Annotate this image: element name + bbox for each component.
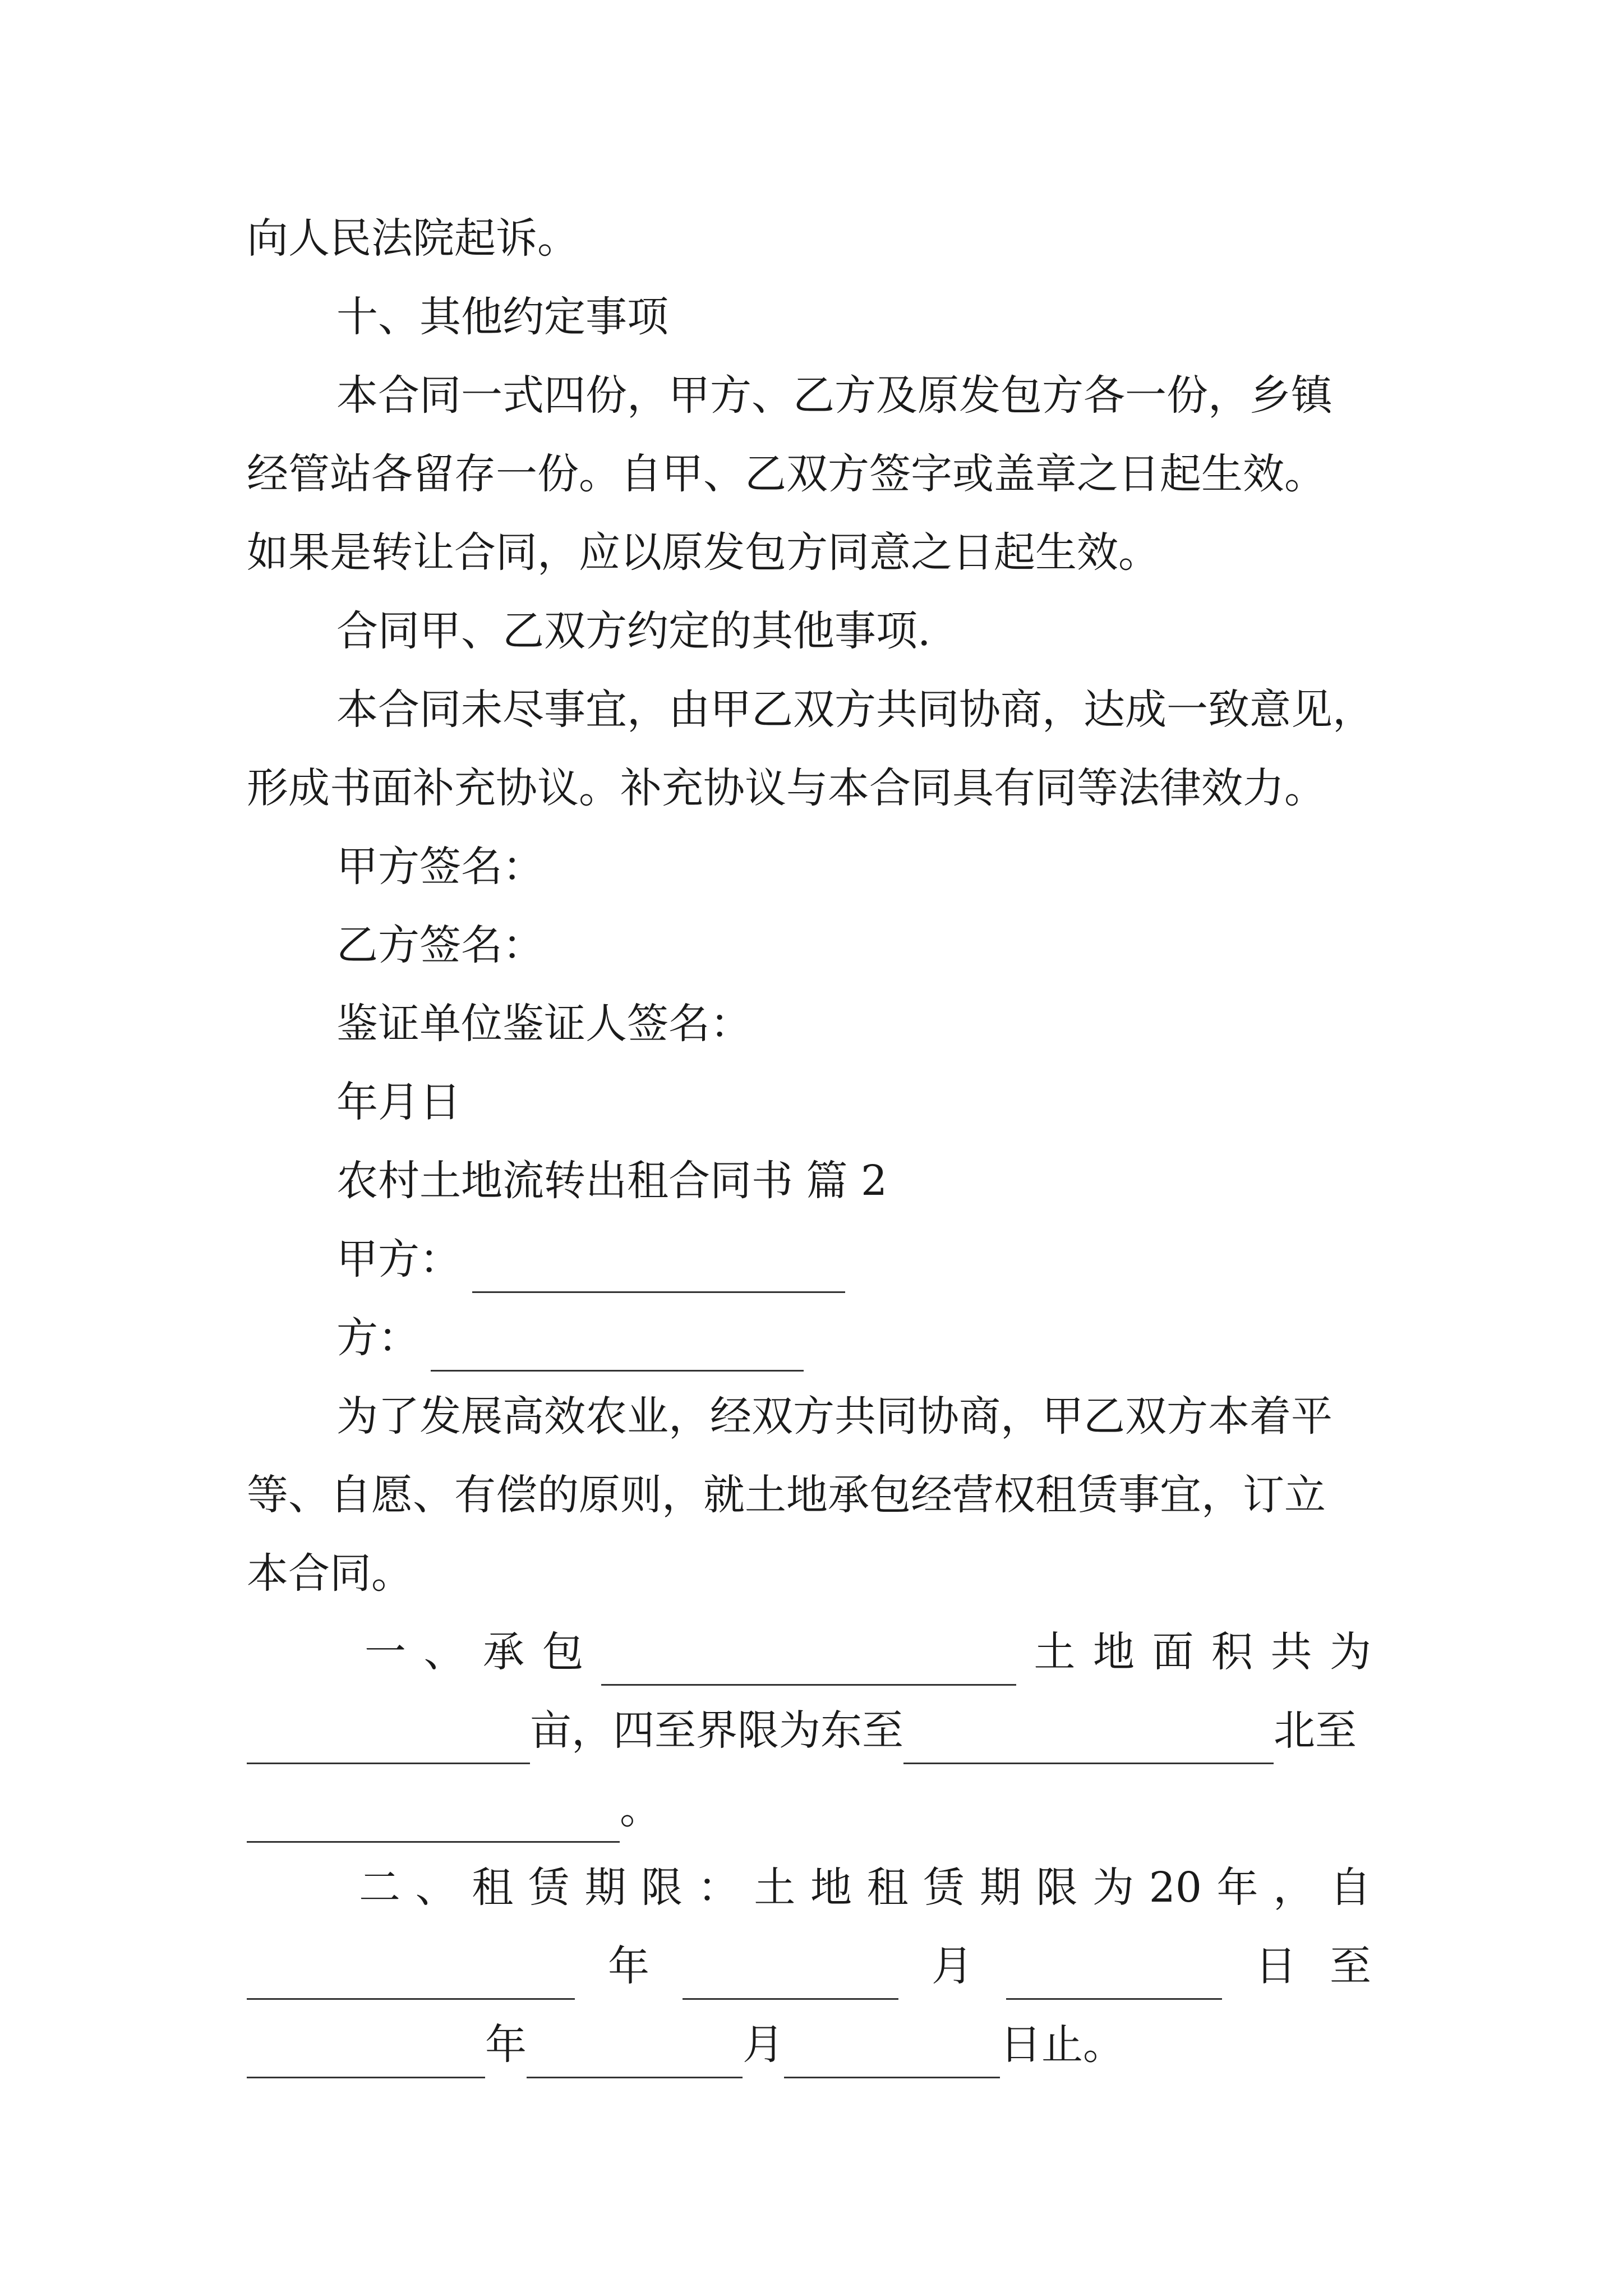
- clause-char: 土: [754, 1864, 796, 1912]
- to-label: 至: [1330, 1942, 1371, 1990]
- clause-char: 年: [1216, 1864, 1258, 1912]
- clause-char: 一: [365, 1628, 406, 1676]
- clause-1-line-1: [247, 1618, 1371, 1686]
- contract-area-blank[interactable]: [601, 1650, 1016, 1686]
- year-label: 年: [608, 1942, 649, 1990]
- clause-2-line-2: [247, 1932, 1371, 2000]
- paragraph-line: 本合同。: [247, 1549, 413, 1598]
- clause-1-line-3: [247, 1775, 661, 1843]
- clause-char: 二: [359, 1864, 400, 1912]
- clause-char: 限: [641, 1864, 683, 1912]
- clause-char: 地: [810, 1864, 852, 1912]
- paragraph-line: 为了发展高效农业，经双方共同协商，甲乙双方本着平: [336, 1392, 1332, 1441]
- clause-char: 为: [1092, 1864, 1135, 1912]
- clause-char: 赁: [528, 1864, 570, 1912]
- boundary-north-label: 北至: [1274, 1706, 1357, 1755]
- clause-char: 期: [979, 1864, 1021, 1912]
- clause-char: 为: [1330, 1628, 1371, 1676]
- start-day-blank[interactable]: [1006, 1964, 1222, 2000]
- clause-char: 土: [1034, 1628, 1076, 1676]
- clause-end: 日止。: [1000, 2021, 1124, 2069]
- month-label: 月: [743, 2021, 784, 2069]
- month-label: 月: [932, 1942, 973, 1990]
- party-b-row: [336, 1304, 804, 1372]
- section-heading: 十、其他约定事项: [336, 293, 668, 341]
- clause-char: ：: [697, 1864, 739, 1912]
- clause-char: 积: [1211, 1628, 1253, 1676]
- clause-1-line-2: [247, 1697, 1357, 1764]
- clause-char: 期: [584, 1864, 626, 1912]
- clause-char: ，: [1273, 1864, 1315, 1912]
- paragraph-line: 向人民法院起诉。: [247, 214, 579, 263]
- end-day-blank[interactable]: [784, 2043, 1000, 2078]
- paragraph-line: 本合同未尽事宜，由甲乙双方共同协商，达成一致意见，: [336, 685, 1374, 734]
- paragraph-line: 等、自愿、有偿的原则，就土地承包经营权租赁事宜，订立: [247, 1471, 1326, 1519]
- lease-term-years: 20: [1149, 1864, 1202, 1912]
- area-mu-blank[interactable]: [247, 1729, 530, 1764]
- party-a-label: 甲方：: [336, 1235, 461, 1283]
- party-a-row: [336, 1226, 845, 1293]
- clause-char: 限: [1036, 1864, 1078, 1912]
- paragraph-line: 形成书面补充协议。补充协议与本合同具有同等法律效力。: [247, 764, 1326, 812]
- paragraph-line: 经管站各留存一份。自甲、乙双方签字或盖章之日起生效。: [247, 450, 1326, 498]
- start-year-blank[interactable]: [247, 1964, 575, 2000]
- party-b-blank[interactable]: [431, 1336, 804, 1372]
- clause-char: 共: [1270, 1628, 1312, 1676]
- date-label: 年月日: [336, 1078, 461, 1126]
- clause-char: 租: [472, 1864, 514, 1912]
- clause-end: 。: [620, 1785, 661, 1833]
- signature-label-witness: 鉴证单位鉴证人签名：: [336, 1000, 751, 1048]
- party-a-blank[interactable]: [472, 1258, 845, 1293]
- clause-char: 面: [1152, 1628, 1194, 1676]
- day-label: 日: [1255, 1942, 1297, 1990]
- clause-char: 租: [866, 1864, 909, 1912]
- clause-char: 、: [423, 1628, 465, 1676]
- paragraph-line: 合同甲、乙双方约定的其他事项.: [336, 607, 931, 655]
- clause-char: 承: [483, 1628, 524, 1676]
- paragraph-line: 如果是转让合同，应以原发包方同意之日起生效。: [247, 528, 1160, 577]
- boundary-north-blank[interactable]: [247, 1807, 620, 1843]
- clause-char: 包: [542, 1628, 584, 1676]
- boundary-east-label: 亩，四至界限为东至: [530, 1706, 903, 1755]
- clause-char: 、: [415, 1864, 457, 1912]
- end-year-blank[interactable]: [247, 2043, 485, 2078]
- clause-char: 自: [1329, 1864, 1371, 1912]
- paragraph-line: 本合同一式四份，甲方、乙方及原发包方各一份，乡镇: [336, 371, 1332, 420]
- clause-2-line-3: [247, 2011, 1124, 2078]
- clause-char: 地: [1093, 1628, 1135, 1676]
- clause-2-line-1: [247, 1854, 1371, 1921]
- document-title: 农村土地流转出租合同书 篇 2: [336, 1157, 888, 1205]
- start-month-blank[interactable]: [683, 1964, 898, 2000]
- year-label: 年: [485, 2021, 527, 2069]
- end-month-blank[interactable]: [527, 2043, 743, 2078]
- boundary-east-blank[interactable]: [903, 1729, 1274, 1764]
- party-b-label: 方：: [336, 1314, 419, 1362]
- signature-label-party-b: 乙方签名：: [336, 921, 544, 969]
- signature-label-party-a: 甲方签名：: [336, 843, 544, 891]
- clause-char: 赁: [923, 1864, 965, 1912]
